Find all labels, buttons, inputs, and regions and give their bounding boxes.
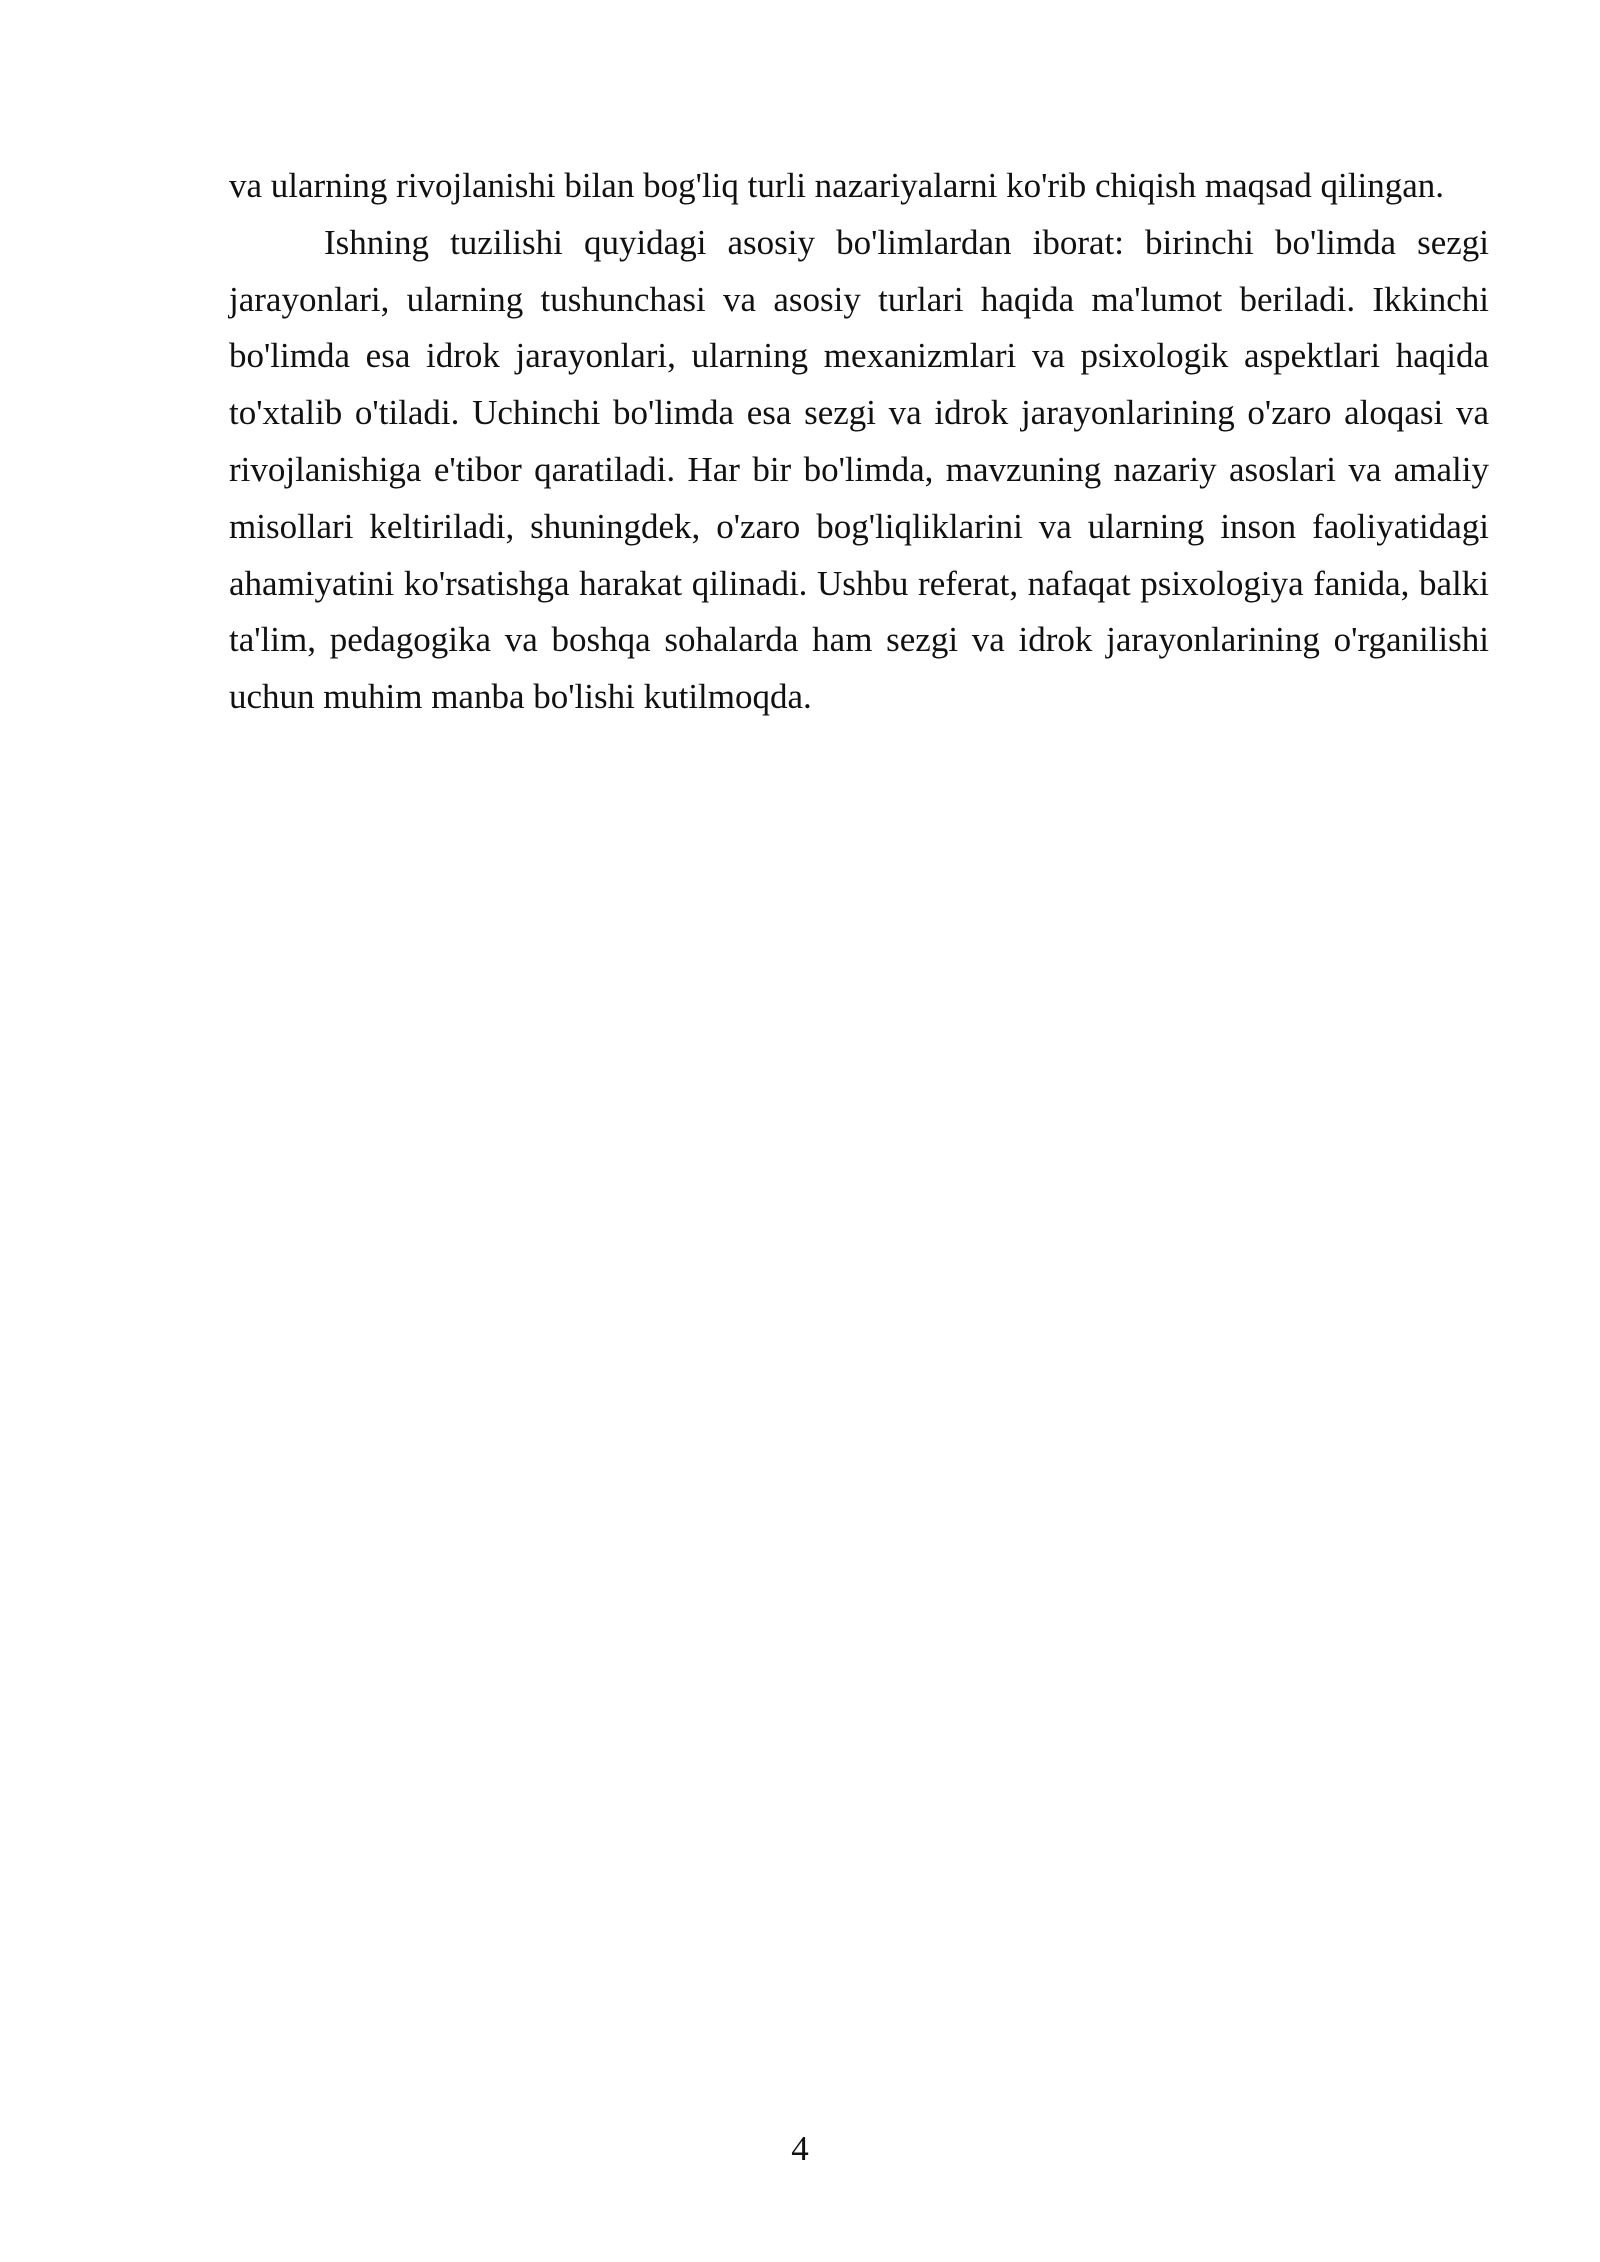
paragraph-structure: Ishning tuzilishi quyidagi asosiy bo'limlardan iborat: birinchi bo'limda sezgi jarayonlari, ularning tushunchasi va asosiy turlari haqida ma'lumot beriladi. Ikkinchi bo'limda esa idrok jarayonlari, ularning mexanizmlari va psixologik aspektlari haqida to'xtalib o'tiladi. Uchinchi bo'limda esa sezgi va idrok jarayonlarining o'zaro aloqasi va rivojlanishiga e'tibor qaratiladi. Har bir bo'limda, mavzuning nazariy asoslari va amaliy misollari keltiriladi, shuningdek, o'zaro bog'liqliklarini va ularning inson faoliyatidagi ahamiyatini ko'rsatishga harakat qilinadi. Ushbu referat, nafaqat psixologiya fanida, balki ta'lim, pedagogika va boshqa sohalarda ham sezgi va idrok jarayonlarining o'rganilishi uchun muhim manba bo'lishi kutilmoqda.: [229, 222, 1489, 717]
body-text: [229, 158, 1489, 726]
page-number: 4: [791, 2129, 809, 2168]
paragraph-continuation: va ularning rivojlanishi bilan bog'liq turli nazariyalarni ko'rib chiqish maqsad qilingan.: [229, 166, 1444, 205]
